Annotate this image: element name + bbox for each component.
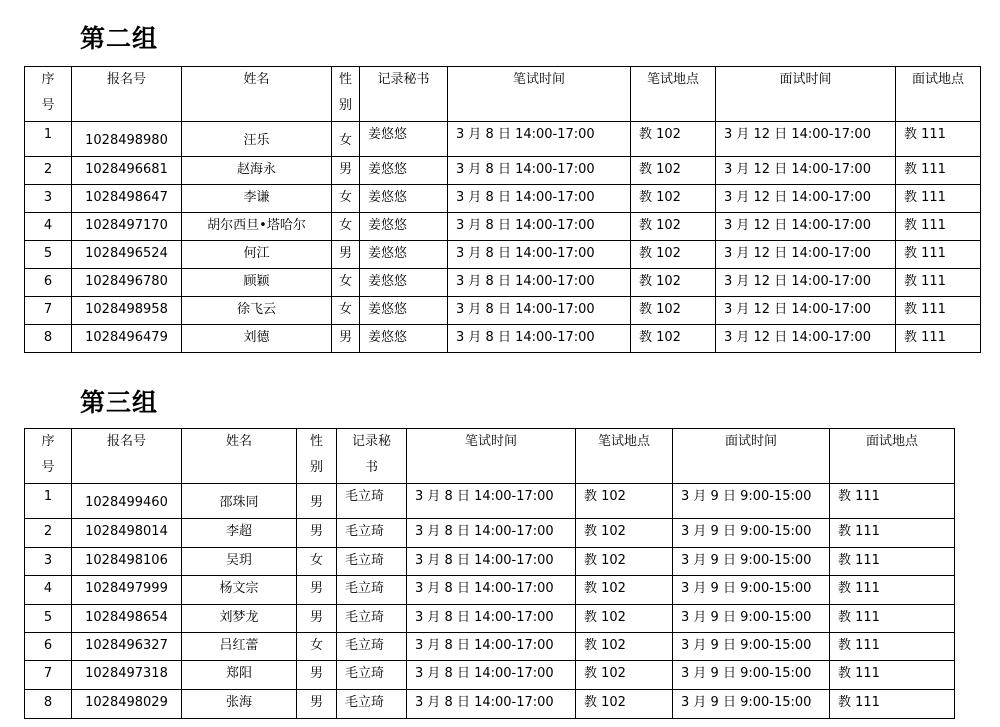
gender-cell: 男 <box>332 157 360 185</box>
seq-cell: 5 <box>25 605 72 633</box>
reg-number-cell: 1028498029 <box>72 690 182 719</box>
interview-time-cell: 3 月 12 日 14:00-17:00 <box>716 122 896 157</box>
exam-time-cell: 3 月 8 日 14:00-17:00 <box>407 661 576 690</box>
group-title: 第三组 <box>80 388 159 417</box>
seq-cell: 6 <box>25 633 72 661</box>
exam-time-cell: 3 月 8 日 14:00-17:00 <box>407 576 576 605</box>
gender-cell: 男 <box>332 241 360 269</box>
interview-place-cell: 教 111 <box>830 548 955 576</box>
secretary-cell: 毛立琦 <box>337 548 407 576</box>
exam-place-cell: 教 102 <box>576 605 673 633</box>
name-cell: 杨文宗 <box>182 576 297 605</box>
interview-time-cell: 3 月 9 日 9:00-15:00 <box>673 661 830 690</box>
secretary-cell: 毛立琦 <box>337 633 407 661</box>
secretary-cell: 姜悠悠 <box>360 122 448 157</box>
gender-cell: 男 <box>297 576 337 605</box>
secretary-cell: 毛立琦 <box>337 690 407 719</box>
seq-cell: 8 <box>25 325 72 353</box>
interview-place-cell: 教 111 <box>896 185 981 213</box>
interview-time-cell: 3 月 12 日 14:00-17:00 <box>716 241 896 269</box>
reg-number-cell: 1028496524 <box>72 241 182 269</box>
header-exam-place: 笔试地点 <box>576 429 673 484</box>
exam-place-cell: 教 102 <box>631 122 716 157</box>
header-reg: 报名号 <box>72 429 182 484</box>
table-row <box>25 325 981 353</box>
header-interview-place: 面试地点 <box>830 429 955 484</box>
header-exam-time: 笔试时间 <box>407 429 576 484</box>
interview-place-cell: 教 111 <box>830 484 955 519</box>
reg-number-cell: 1028498958 <box>72 297 182 325</box>
table-row <box>25 269 981 297</box>
interview-place-cell: 教 111 <box>830 633 955 661</box>
exam-place-cell: 教 102 <box>631 297 716 325</box>
secretary-cell: 姜悠悠 <box>360 297 448 325</box>
secretary-cell: 毛立琦 <box>337 484 407 519</box>
interview-place-cell: 教 111 <box>830 661 955 690</box>
name-cell: 李谦 <box>182 185 332 213</box>
table-row <box>25 241 981 269</box>
exam-time-cell: 3 月 8 日 14:00-17:00 <box>448 157 631 185</box>
exam-place-cell: 教 102 <box>576 690 673 719</box>
name-cell: 何江 <box>182 241 332 269</box>
interview-place-cell: 教 111 <box>830 690 955 719</box>
secretary-cell: 姜悠悠 <box>360 241 448 269</box>
header-interview-place: 面试地点 <box>896 67 981 122</box>
gender-cell: 男 <box>297 484 337 519</box>
name-cell: 李超 <box>182 519 297 548</box>
exam-time-cell: 3 月 8 日 14:00-17:00 <box>448 185 631 213</box>
exam-time-cell: 3 月 8 日 14:00-17:00 <box>448 213 631 241</box>
group-table <box>24 66 981 353</box>
seq-cell: 3 <box>25 548 72 576</box>
exam-time-cell: 3 月 8 日 14:00-17:00 <box>407 484 576 519</box>
exam-time-cell: 3 月 8 日 14:00-17:00 <box>448 325 631 353</box>
exam-place-cell: 教 102 <box>576 661 673 690</box>
header-gender: 性 别 <box>332 67 360 122</box>
name-cell: 邵珠同 <box>182 484 297 519</box>
table-row <box>25 519 955 548</box>
exam-place-cell: 教 102 <box>631 325 716 353</box>
secretary-cell: 姜悠悠 <box>360 157 448 185</box>
gender-cell: 女 <box>332 185 360 213</box>
secretary-cell: 毛立琦 <box>337 519 407 548</box>
exam-place-cell: 教 102 <box>631 157 716 185</box>
name-cell: 吴玥 <box>182 548 297 576</box>
interview-time-cell: 3 月 9 日 9:00-15:00 <box>673 519 830 548</box>
gender-cell: 男 <box>297 519 337 548</box>
header-exam-time: 笔试时间 <box>448 67 631 122</box>
exam-place-cell: 教 102 <box>576 519 673 548</box>
seq-cell: 7 <box>25 661 72 690</box>
exam-place-cell: 教 102 <box>631 269 716 297</box>
interview-place-cell: 教 111 <box>830 576 955 605</box>
header-secretary: 记录秘书 <box>360 67 448 122</box>
reg-number-cell: 1028499460 <box>72 484 182 519</box>
table-row <box>25 548 955 576</box>
gender-cell: 女 <box>297 633 337 661</box>
reg-number-cell: 1028497999 <box>72 576 182 605</box>
interview-place-cell: 教 111 <box>896 122 981 157</box>
exam-time-cell: 3 月 8 日 14:00-17:00 <box>407 548 576 576</box>
interview-time-cell: 3 月 9 日 9:00-15:00 <box>673 576 830 605</box>
gender-cell: 男 <box>297 661 337 690</box>
gender-cell: 女 <box>332 269 360 297</box>
name-cell: 汪乐 <box>182 122 332 157</box>
reg-number-cell: 1028496327 <box>72 633 182 661</box>
name-cell: 赵海永 <box>182 157 332 185</box>
secretary-cell: 毛立琦 <box>337 605 407 633</box>
reg-number-cell: 1028498106 <box>72 548 182 576</box>
table-row <box>25 484 955 519</box>
interview-place-cell: 教 111 <box>896 325 981 353</box>
seq-cell: 8 <box>25 690 72 719</box>
secretary-cell: 姜悠悠 <box>360 213 448 241</box>
gender-cell: 女 <box>297 548 337 576</box>
reg-number-cell: 1028497318 <box>72 661 182 690</box>
gender-cell: 男 <box>297 690 337 719</box>
table-row <box>25 297 981 325</box>
table-row <box>25 633 955 661</box>
gender-cell: 男 <box>297 605 337 633</box>
gender-cell: 女 <box>332 297 360 325</box>
interview-place-cell: 教 111 <box>830 605 955 633</box>
seq-cell: 1 <box>25 484 72 519</box>
seq-cell: 5 <box>25 241 72 269</box>
interview-time-cell: 3 月 12 日 14:00-17:00 <box>716 325 896 353</box>
secretary-cell: 毛立琦 <box>337 661 407 690</box>
header-exam-place: 笔试地点 <box>631 67 716 122</box>
exam-time-cell: 3 月 8 日 14:00-17:00 <box>448 269 631 297</box>
reg-number-cell: 1028496681 <box>72 157 182 185</box>
secretary-cell: 姜悠悠 <box>360 185 448 213</box>
table-row <box>25 185 981 213</box>
exam-time-cell: 3 月 8 日 14:00-17:00 <box>448 241 631 269</box>
seq-cell: 3 <box>25 185 72 213</box>
seq-cell: 2 <box>25 519 72 548</box>
header-interview-time: 面试时间 <box>673 429 830 484</box>
name-cell: 张海 <box>182 690 297 719</box>
exam-place-cell: 教 102 <box>631 213 716 241</box>
seq-cell: 4 <box>25 213 72 241</box>
exam-time-cell: 3 月 8 日 14:00-17:00 <box>407 605 576 633</box>
table-row <box>25 213 981 241</box>
secretary-cell: 姜悠悠 <box>360 269 448 297</box>
interview-time-cell: 3 月 12 日 14:00-17:00 <box>716 157 896 185</box>
exam-place-cell: 教 102 <box>576 548 673 576</box>
table-header-row <box>25 67 981 122</box>
interview-place-cell: 教 111 <box>830 519 955 548</box>
gender-cell: 男 <box>332 325 360 353</box>
exam-time-cell: 3 月 8 日 14:00-17:00 <box>407 633 576 661</box>
gender-cell: 女 <box>332 122 360 157</box>
interview-place-cell: 教 111 <box>896 213 981 241</box>
exam-place-cell: 教 102 <box>576 484 673 519</box>
reg-number-cell: 1028498980 <box>72 122 182 157</box>
exam-place-cell: 教 102 <box>576 633 673 661</box>
group-table <box>24 428 955 719</box>
reg-number-cell: 1028496780 <box>72 269 182 297</box>
interview-place-cell: 教 111 <box>896 157 981 185</box>
table-row <box>25 690 955 719</box>
interview-time-cell: 3 月 12 日 14:00-17:00 <box>716 269 896 297</box>
exam-time-cell: 3 月 8 日 14:00-17:00 <box>407 519 576 548</box>
interview-place-cell: 教 111 <box>896 269 981 297</box>
header-name: 姓名 <box>182 429 297 484</box>
header-reg: 报名号 <box>72 67 182 122</box>
interview-time-cell: 3 月 12 日 14:00-17:00 <box>716 213 896 241</box>
interview-time-cell: 3 月 9 日 9:00-15:00 <box>673 605 830 633</box>
secretary-cell: 姜悠悠 <box>360 325 448 353</box>
name-cell: 顾颖 <box>182 269 332 297</box>
reg-number-cell: 1028498647 <box>72 185 182 213</box>
interview-place-cell: 教 111 <box>896 241 981 269</box>
header-seq: 序 号 <box>25 429 72 484</box>
table-row <box>25 122 981 157</box>
name-cell: 吕红蕾 <box>182 633 297 661</box>
table-header-row <box>25 429 955 484</box>
reg-number-cell: 1028497170 <box>72 213 182 241</box>
exam-time-cell: 3 月 8 日 14:00-17:00 <box>448 297 631 325</box>
reg-number-cell: 1028498014 <box>72 519 182 548</box>
reg-number-cell: 1028498654 <box>72 605 182 633</box>
name-cell: 刘梦龙 <box>182 605 297 633</box>
name-cell: 胡尔西旦•塔哈尔 <box>182 213 332 241</box>
exam-time-cell: 3 月 8 日 14:00-17:00 <box>407 690 576 719</box>
header-seq: 序 号 <box>25 67 72 122</box>
name-cell: 郑阳 <box>182 661 297 690</box>
table-row <box>25 605 955 633</box>
reg-number-cell: 1028496479 <box>72 325 182 353</box>
exam-place-cell: 教 102 <box>576 576 673 605</box>
interview-time-cell: 3 月 9 日 9:00-15:00 <box>673 484 830 519</box>
table-row <box>25 576 955 605</box>
interview-time-cell: 3 月 9 日 9:00-15:00 <box>673 548 830 576</box>
header-gender: 性 别 <box>297 429 337 484</box>
table-row <box>25 157 981 185</box>
exam-place-cell: 教 102 <box>631 185 716 213</box>
seq-cell: 7 <box>25 297 72 325</box>
name-cell: 刘德 <box>182 325 332 353</box>
name-cell: 徐飞云 <box>182 297 332 325</box>
seq-cell: 1 <box>25 122 72 157</box>
interview-time-cell: 3 月 12 日 14:00-17:00 <box>716 185 896 213</box>
secretary-cell: 毛立琦 <box>337 576 407 605</box>
seq-cell: 2 <box>25 157 72 185</box>
exam-place-cell: 教 102 <box>631 241 716 269</box>
header-secretary: 记录秘 书 <box>337 429 407 484</box>
seq-cell: 4 <box>25 576 72 605</box>
header-interview-time: 面试时间 <box>716 67 896 122</box>
exam-time-cell: 3 月 8 日 14:00-17:00 <box>448 122 631 157</box>
interview-place-cell: 教 111 <box>896 297 981 325</box>
header-name: 姓名 <box>182 67 332 122</box>
table-row <box>25 661 955 690</box>
seq-cell: 6 <box>25 269 72 297</box>
interview-time-cell: 3 月 9 日 9:00-15:00 <box>673 633 830 661</box>
interview-time-cell: 3 月 12 日 14:00-17:00 <box>716 297 896 325</box>
group-title: 第二组 <box>80 24 159 53</box>
interview-time-cell: 3 月 9 日 9:00-15:00 <box>673 690 830 719</box>
gender-cell: 女 <box>332 213 360 241</box>
